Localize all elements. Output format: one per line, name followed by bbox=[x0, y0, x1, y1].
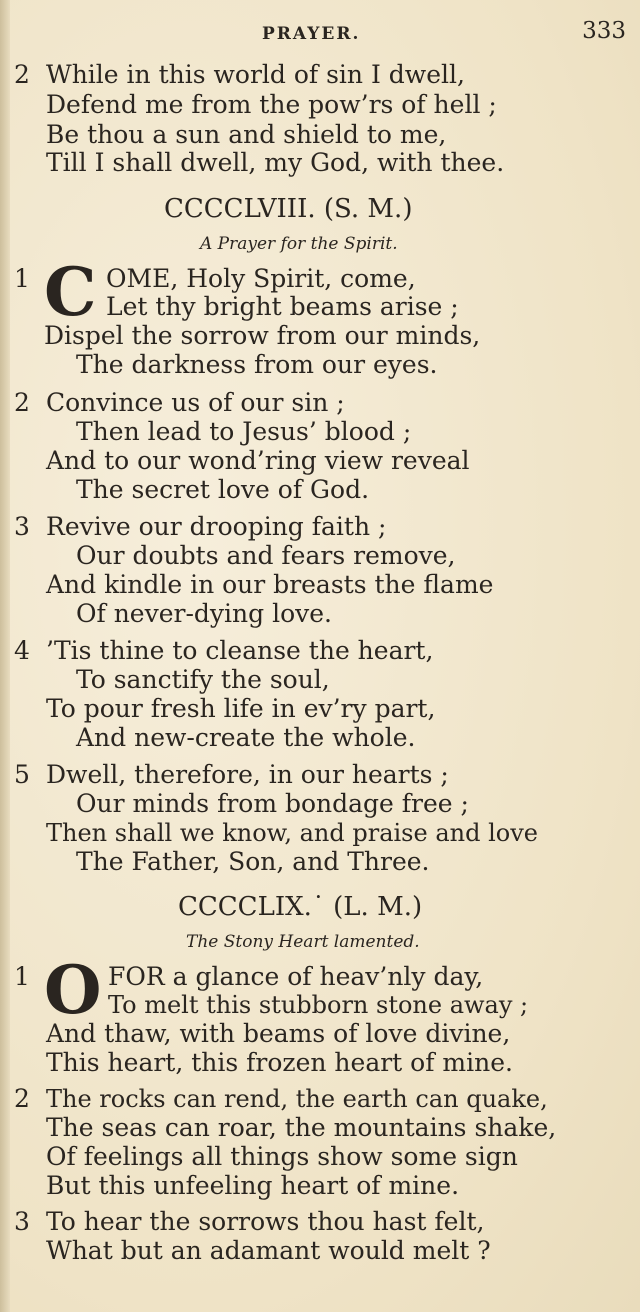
drop-cap: C bbox=[44, 253, 97, 331]
stanza-line: Till I shall dwell, my God, with thee. bbox=[46, 148, 505, 177]
stanza-line: Of feelings all things show some sign bbox=[46, 1142, 518, 1171]
stanza-line: Be thou a sun and shield to me, bbox=[46, 120, 447, 149]
hymn-title: CCCCLVIII. (S. M.) bbox=[164, 194, 413, 224]
running-head: PRAYER. bbox=[262, 24, 361, 44]
drop-cap: O bbox=[44, 951, 102, 1029]
stanza-line: Convince us of our sin ; bbox=[46, 388, 345, 417]
stanza-line: While in this world of sin I dwell, bbox=[46, 60, 465, 89]
page-number: 333 bbox=[582, 18, 626, 44]
stanza-number: 2 bbox=[14, 60, 30, 89]
stanza-line: FOR a glance of heav’nly day, bbox=[108, 962, 484, 991]
stanza-line: Then lead to Jesus’ blood ; bbox=[76, 417, 412, 446]
stanza-line: To pour fresh life in ev’ry part, bbox=[46, 694, 436, 723]
stanza-line: The secret love of God. bbox=[76, 475, 370, 504]
stanza-line: To melt this stubborn stone away ; bbox=[108, 991, 529, 1019]
stanza-line: Our minds from bondage free ; bbox=[76, 789, 469, 818]
stanza-number: 2 bbox=[14, 388, 30, 417]
hymn-subtitle: The Stony Heart lamented. bbox=[186, 932, 420, 952]
stanza-line: Let thy bright beams arise ; bbox=[106, 292, 459, 321]
stanza-line: To sanctify the soul, bbox=[76, 665, 330, 694]
stanza-line: Then shall we know, and praise and love bbox=[46, 819, 538, 847]
stanza-number: 1 bbox=[14, 264, 30, 293]
stanza-line: Dispel the sorrow from our minds, bbox=[44, 321, 481, 350]
stanza-line: The darkness from our eyes. bbox=[76, 350, 438, 379]
stanza-line: OME, Holy Spirit, come, bbox=[106, 264, 416, 293]
stanza-line: And thaw, with beams of love divine, bbox=[46, 1019, 511, 1048]
stanza-line: Of never-dying love. bbox=[76, 599, 332, 628]
stanza-line: Defend me from the pow’rs of hell ; bbox=[46, 90, 497, 119]
stanza-number: 3 bbox=[14, 512, 30, 541]
stanza-line: To hear the sorrows thou hast felt, bbox=[46, 1207, 485, 1236]
stanza-line: And to our wond’ring view reveal bbox=[46, 446, 470, 475]
stanza-line: This heart, this frozen heart of mine. bbox=[46, 1048, 513, 1077]
stanza-line: Dwell, therefore, in our hearts ; bbox=[46, 760, 449, 789]
page-header bbox=[0, 18, 640, 48]
stanza-line: Revive our drooping faith ; bbox=[46, 512, 387, 541]
stanza-line: The Father, Son, and Three. bbox=[76, 847, 430, 876]
hymn-title: CCCCLIX.˙ (L. M.) bbox=[178, 892, 423, 922]
stanza-line: ’Tis thine to cleanse the heart, bbox=[46, 636, 434, 665]
stanza-number: 2 bbox=[14, 1084, 30, 1113]
stanza-line: The rocks can rend, the earth can quake, bbox=[46, 1085, 548, 1113]
stanza-number: 5 bbox=[14, 760, 30, 789]
stanza-line: Our doubts and fears remove, bbox=[76, 541, 456, 570]
stanza-line: The seas can roar, the mountains shake, bbox=[46, 1113, 557, 1142]
stanza-line: What but an adamant would melt ? bbox=[46, 1236, 491, 1265]
stanza-number: 1 bbox=[14, 962, 30, 991]
stanza-line: And kindle in our breasts the flame bbox=[46, 570, 494, 599]
stanza-number: 4 bbox=[14, 636, 30, 665]
hymn-subtitle: A Prayer for the Spirit. bbox=[200, 234, 398, 254]
stanza-line: But this unfeeling heart of mine. bbox=[46, 1171, 460, 1200]
stanza-line: And new-create the whole. bbox=[76, 723, 416, 752]
stanza-number: 3 bbox=[14, 1207, 30, 1236]
